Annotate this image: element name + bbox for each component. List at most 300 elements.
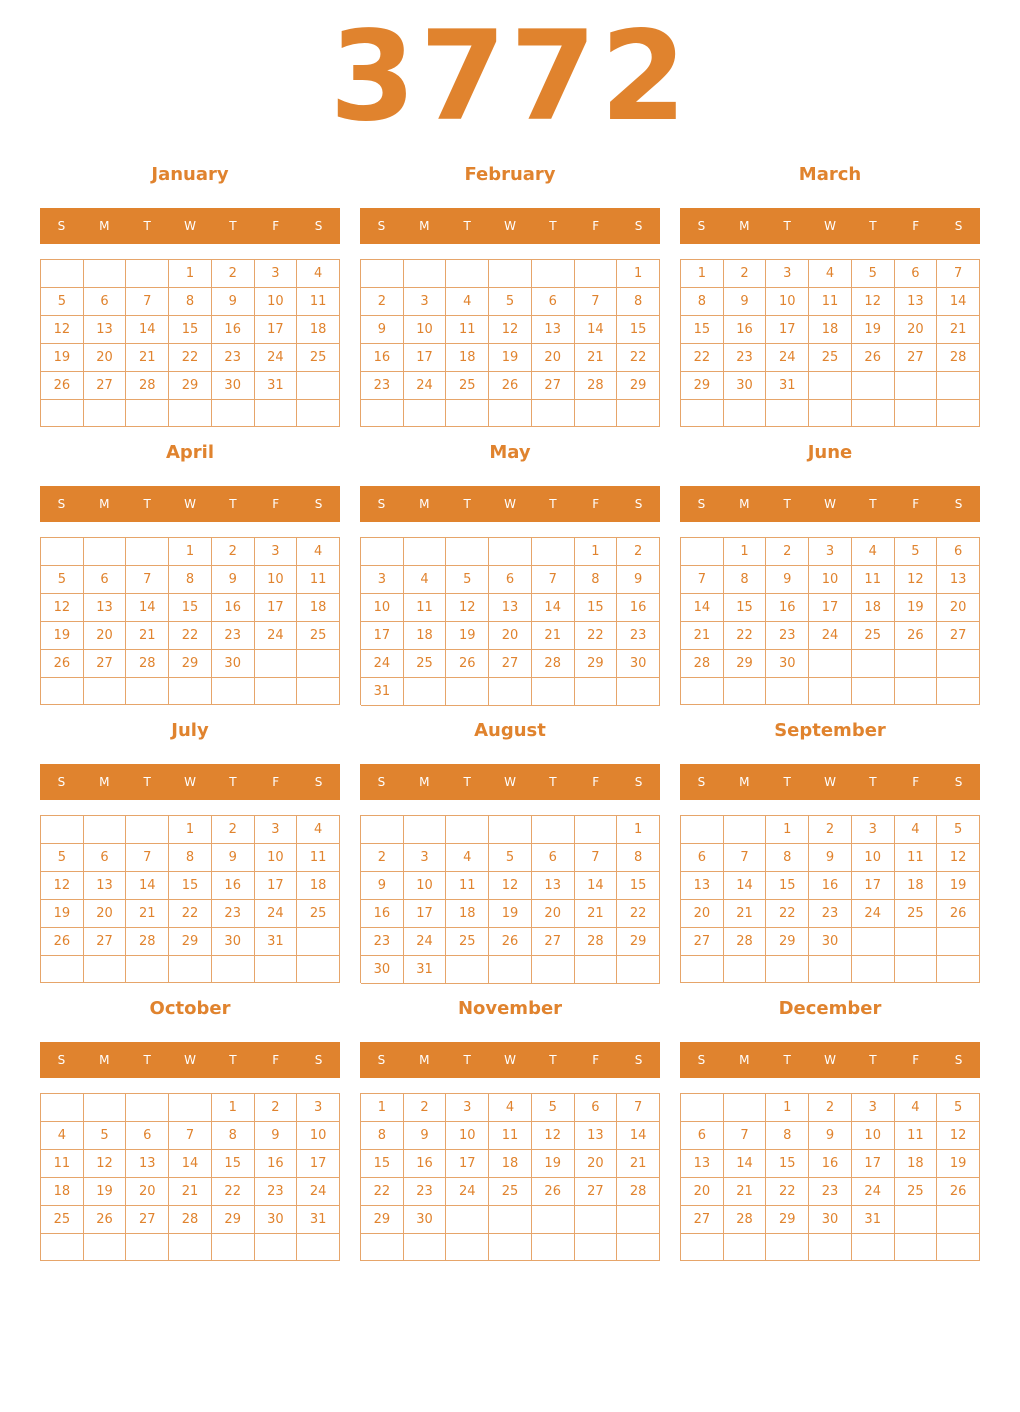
weekday-label: S xyxy=(57,219,66,233)
day-cell: 18 xyxy=(297,872,340,900)
empty-day-cell xyxy=(255,956,298,983)
empty-day-cell xyxy=(361,400,404,427)
day-cell: 28 xyxy=(575,928,618,956)
day-cell: 3 xyxy=(404,844,447,872)
day-cell: 15 xyxy=(724,594,767,622)
day-cell: 15 xyxy=(212,1150,255,1178)
empty-day-cell xyxy=(809,400,852,427)
weekday-header xyxy=(40,764,340,800)
day-cell: 9 xyxy=(212,566,255,594)
weekday-label: T xyxy=(143,775,151,789)
day-cell: 23 xyxy=(404,1178,447,1206)
day-cell: 21 xyxy=(724,1178,767,1206)
day-cell: 18 xyxy=(297,316,340,344)
month-name: July xyxy=(171,720,209,741)
day-cell: 14 xyxy=(575,872,618,900)
day-cell: 22 xyxy=(212,1178,255,1206)
day-cell: 10 xyxy=(809,566,852,594)
day-cell: 31 xyxy=(297,1206,340,1234)
weekday-label: T xyxy=(229,1053,237,1067)
day-cell: 30 xyxy=(212,650,255,678)
day-cell: 19 xyxy=(84,1178,127,1206)
day-cell: 6 xyxy=(489,566,532,594)
empty-day-cell xyxy=(681,1094,724,1122)
day-cell: 28 xyxy=(169,1206,212,1234)
day-cell: 8 xyxy=(681,288,724,316)
day-cell: 8 xyxy=(169,844,212,872)
weekday-label: S xyxy=(697,219,706,233)
day-grid xyxy=(360,1093,660,1261)
day-cell: 2 xyxy=(212,816,255,844)
day-cell: 31 xyxy=(255,928,298,956)
empty-day-cell xyxy=(84,816,127,844)
empty-day-cell xyxy=(489,956,532,984)
day-cell: 20 xyxy=(532,900,575,928)
day-cell: 1 xyxy=(169,816,212,844)
empty-day-cell xyxy=(724,1094,767,1122)
day-cell: 31 xyxy=(255,372,298,400)
day-cell: 2 xyxy=(809,1094,852,1122)
day-cell: 5 xyxy=(852,260,895,288)
day-cell: 26 xyxy=(41,372,84,400)
day-cell: 7 xyxy=(681,566,724,594)
day-cell: 23 xyxy=(212,622,255,650)
weekday-label: W xyxy=(184,497,196,511)
day-cell: 10 xyxy=(852,844,895,872)
day-cell: 22 xyxy=(766,900,809,928)
weekday-label: M xyxy=(419,775,430,789)
day-cell: 16 xyxy=(255,1150,298,1178)
day-cell: 19 xyxy=(937,1150,980,1178)
day-cell: 9 xyxy=(766,566,809,594)
month-name: January xyxy=(151,164,229,185)
day-cell: 26 xyxy=(489,928,532,956)
empty-day-cell xyxy=(852,650,895,678)
day-cell: 24 xyxy=(852,1178,895,1206)
day-cell: 5 xyxy=(84,1122,127,1150)
empty-day-cell xyxy=(361,1234,404,1261)
day-cell: 22 xyxy=(169,900,212,928)
empty-day-cell xyxy=(446,678,489,706)
day-cell: 4 xyxy=(297,260,340,288)
day-cell: 8 xyxy=(766,844,809,872)
day-cell: 17 xyxy=(766,316,809,344)
day-cell: 14 xyxy=(532,594,575,622)
day-cell: 11 xyxy=(297,566,340,594)
weekday-label: W xyxy=(504,497,516,511)
day-cell: 29 xyxy=(681,372,724,400)
empty-day-cell xyxy=(169,400,212,427)
weekday-label: S xyxy=(377,1053,386,1067)
weekday-label: T xyxy=(229,497,237,511)
day-cell: 15 xyxy=(681,316,724,344)
weekday-label: S xyxy=(377,497,386,511)
day-grid xyxy=(680,815,980,983)
day-cell: 7 xyxy=(126,844,169,872)
day-cell: 21 xyxy=(724,900,767,928)
day-cell: 15 xyxy=(617,316,660,344)
weekday-label: T xyxy=(783,1053,791,1067)
day-cell: 9 xyxy=(809,844,852,872)
weekday-label: T xyxy=(463,775,471,789)
day-cell: 13 xyxy=(532,316,575,344)
day-cell: 3 xyxy=(297,1094,340,1122)
day-cell: 18 xyxy=(41,1178,84,1206)
empty-day-cell xyxy=(84,538,127,566)
day-cell: 16 xyxy=(212,594,255,622)
weekday-label: M xyxy=(99,775,110,789)
weekday-label: T xyxy=(869,219,877,233)
day-cell: 21 xyxy=(532,622,575,650)
day-cell: 12 xyxy=(446,594,489,622)
day-cell: 2 xyxy=(212,260,255,288)
day-cell: 29 xyxy=(169,372,212,400)
weekday-label: S xyxy=(697,497,706,511)
empty-day-cell xyxy=(617,400,660,427)
day-cell: 13 xyxy=(84,316,127,344)
day-cell: 30 xyxy=(212,372,255,400)
day-cell: 18 xyxy=(809,316,852,344)
empty-day-cell xyxy=(575,956,618,984)
empty-day-cell xyxy=(489,538,532,566)
empty-day-cell xyxy=(617,678,660,706)
empty-day-cell xyxy=(895,1206,938,1234)
empty-day-cell xyxy=(852,1234,895,1261)
weekday-label: W xyxy=(824,497,836,511)
day-cell: 14 xyxy=(724,1150,767,1178)
day-cell: 23 xyxy=(617,622,660,650)
day-cell: 1 xyxy=(681,260,724,288)
day-cell: 5 xyxy=(446,566,489,594)
empty-day-cell xyxy=(84,678,127,705)
empty-day-cell xyxy=(617,1206,660,1234)
day-cell: 7 xyxy=(169,1122,212,1150)
day-cell: 30 xyxy=(617,650,660,678)
empty-day-cell xyxy=(297,650,340,678)
day-cell: 22 xyxy=(169,622,212,650)
empty-day-cell xyxy=(489,400,532,427)
month-name: May xyxy=(489,442,531,463)
weekday-header xyxy=(680,764,980,800)
day-cell: 19 xyxy=(895,594,938,622)
day-cell: 5 xyxy=(532,1094,575,1122)
empty-day-cell xyxy=(361,816,404,844)
day-cell: 3 xyxy=(255,260,298,288)
day-cell: 10 xyxy=(446,1122,489,1150)
day-cell: 22 xyxy=(617,900,660,928)
weekday-label: F xyxy=(912,497,920,511)
day-cell: 20 xyxy=(575,1150,618,1178)
empty-day-cell xyxy=(617,1234,660,1261)
weekday-label: W xyxy=(824,775,836,789)
day-cell: 17 xyxy=(404,900,447,928)
empty-day-cell xyxy=(766,678,809,705)
day-cell: 29 xyxy=(361,1206,404,1234)
empty-day-cell xyxy=(766,956,809,983)
day-cell: 10 xyxy=(297,1122,340,1150)
day-cell: 15 xyxy=(361,1150,404,1178)
day-cell: 27 xyxy=(532,372,575,400)
day-cell: 11 xyxy=(489,1122,532,1150)
weekday-label: T xyxy=(143,1053,151,1067)
empty-day-cell xyxy=(895,400,938,427)
day-cell: 26 xyxy=(937,1178,980,1206)
day-cell: 12 xyxy=(41,872,84,900)
empty-day-cell xyxy=(809,678,852,705)
day-cell: 4 xyxy=(446,288,489,316)
empty-day-cell xyxy=(297,400,340,427)
day-cell: 1 xyxy=(169,260,212,288)
day-cell: 20 xyxy=(84,344,127,372)
weekday-label: W xyxy=(824,1053,836,1067)
empty-day-cell xyxy=(852,400,895,427)
day-cell: 29 xyxy=(766,1206,809,1234)
empty-day-cell xyxy=(852,678,895,705)
day-cell: 13 xyxy=(84,872,127,900)
day-cell: 16 xyxy=(809,872,852,900)
day-grid xyxy=(680,259,980,427)
weekday-label: T xyxy=(783,775,791,789)
day-cell: 14 xyxy=(617,1122,660,1150)
day-cell: 18 xyxy=(404,622,447,650)
weekday-label: T xyxy=(143,497,151,511)
day-cell: 24 xyxy=(297,1178,340,1206)
day-cell: 7 xyxy=(575,288,618,316)
empty-day-cell xyxy=(489,260,532,288)
day-cell: 28 xyxy=(724,1206,767,1234)
day-cell: 15 xyxy=(169,594,212,622)
day-cell: 21 xyxy=(126,344,169,372)
empty-day-cell xyxy=(404,260,447,288)
day-cell: 23 xyxy=(212,900,255,928)
day-cell: 21 xyxy=(126,622,169,650)
day-cell: 2 xyxy=(766,538,809,566)
weekday-label: S xyxy=(954,219,963,233)
day-cell: 17 xyxy=(255,594,298,622)
day-cell: 27 xyxy=(532,928,575,956)
empty-day-cell xyxy=(724,956,767,983)
weekday-label: S xyxy=(697,775,706,789)
day-cell: 21 xyxy=(681,622,724,650)
day-cell: 8 xyxy=(212,1122,255,1150)
empty-day-cell xyxy=(212,400,255,427)
day-cell: 28 xyxy=(724,928,767,956)
day-cell: 29 xyxy=(212,1206,255,1234)
day-cell: 5 xyxy=(895,538,938,566)
day-cell: 11 xyxy=(895,844,938,872)
day-grid xyxy=(40,1093,340,1261)
empty-day-cell xyxy=(41,1234,84,1261)
day-cell: 15 xyxy=(169,872,212,900)
empty-day-cell xyxy=(169,1094,212,1122)
day-cell: 30 xyxy=(404,1206,447,1234)
day-cell: 8 xyxy=(617,288,660,316)
day-cell: 14 xyxy=(126,594,169,622)
day-cell: 14 xyxy=(169,1150,212,1178)
day-cell: 29 xyxy=(169,928,212,956)
day-cell: 19 xyxy=(41,622,84,650)
weekday-label: T xyxy=(229,219,237,233)
empty-day-cell xyxy=(212,1234,255,1261)
weekday-label: M xyxy=(99,1053,110,1067)
day-cell: 2 xyxy=(361,288,404,316)
empty-day-cell xyxy=(126,1094,169,1122)
day-cell: 22 xyxy=(169,344,212,372)
day-cell: 15 xyxy=(766,1150,809,1178)
day-cell: 16 xyxy=(212,872,255,900)
day-cell: 17 xyxy=(446,1150,489,1178)
day-cell: 27 xyxy=(895,344,938,372)
day-cell: 30 xyxy=(809,1206,852,1234)
empty-day-cell xyxy=(724,1234,767,1261)
weekday-label: M xyxy=(99,497,110,511)
day-cell: 26 xyxy=(41,650,84,678)
empty-day-cell xyxy=(532,400,575,427)
day-cell: 20 xyxy=(84,900,127,928)
day-cell: 31 xyxy=(361,678,404,706)
day-grid xyxy=(40,815,340,983)
empty-day-cell xyxy=(937,678,980,705)
weekday-label: S xyxy=(314,775,323,789)
empty-day-cell xyxy=(404,538,447,566)
day-cell: 15 xyxy=(766,872,809,900)
day-cell: 12 xyxy=(532,1122,575,1150)
weekday-header xyxy=(40,208,340,244)
empty-day-cell xyxy=(446,816,489,844)
day-cell: 3 xyxy=(766,260,809,288)
day-cell: 9 xyxy=(724,288,767,316)
day-cell: 12 xyxy=(84,1150,127,1178)
weekday-label: F xyxy=(592,1053,600,1067)
empty-day-cell xyxy=(297,956,340,983)
day-cell: 14 xyxy=(937,288,980,316)
day-cell: 6 xyxy=(895,260,938,288)
year-title: 3772 xyxy=(329,5,691,149)
empty-day-cell xyxy=(126,400,169,427)
empty-day-cell xyxy=(937,928,980,956)
empty-day-cell xyxy=(404,1234,447,1261)
day-cell: 27 xyxy=(84,928,127,956)
empty-day-cell xyxy=(575,678,618,706)
weekday-label: F xyxy=(912,775,920,789)
day-cell: 5 xyxy=(937,816,980,844)
empty-day-cell xyxy=(724,400,767,427)
weekday-header xyxy=(680,208,980,244)
empty-day-cell xyxy=(766,400,809,427)
empty-day-cell xyxy=(681,1234,724,1261)
day-cell: 7 xyxy=(724,844,767,872)
empty-day-cell xyxy=(575,260,618,288)
empty-day-cell xyxy=(41,400,84,427)
weekday-label: M xyxy=(739,1053,750,1067)
day-cell: 19 xyxy=(41,900,84,928)
weekday-label: S xyxy=(634,775,643,789)
empty-day-cell xyxy=(724,816,767,844)
weekday-label: S xyxy=(634,1053,643,1067)
day-cell: 10 xyxy=(255,288,298,316)
day-cell: 10 xyxy=(255,844,298,872)
day-cell: 3 xyxy=(361,566,404,594)
day-cell: 21 xyxy=(937,316,980,344)
day-cell: 27 xyxy=(84,372,127,400)
day-cell: 11 xyxy=(41,1150,84,1178)
weekday-label: S xyxy=(697,1053,706,1067)
day-cell: 17 xyxy=(852,872,895,900)
weekday-label: M xyxy=(99,219,110,233)
month-name: November xyxy=(457,998,563,1019)
day-cell: 2 xyxy=(617,538,660,566)
day-cell: 16 xyxy=(766,594,809,622)
weekday-label: T xyxy=(549,497,557,511)
day-cell: 11 xyxy=(446,316,489,344)
empty-day-cell xyxy=(937,372,980,400)
day-cell: 10 xyxy=(852,1122,895,1150)
day-cell: 27 xyxy=(937,622,980,650)
day-cell: 15 xyxy=(617,872,660,900)
empty-day-cell xyxy=(169,1234,212,1261)
day-cell: 11 xyxy=(809,288,852,316)
day-cell: 18 xyxy=(895,1150,938,1178)
day-cell: 8 xyxy=(361,1122,404,1150)
day-cell: 26 xyxy=(937,900,980,928)
weekday-label: T xyxy=(783,219,791,233)
day-cell: 28 xyxy=(532,650,575,678)
empty-day-cell xyxy=(937,650,980,678)
empty-day-cell xyxy=(446,538,489,566)
day-cell: 9 xyxy=(404,1122,447,1150)
day-cell: 24 xyxy=(404,372,447,400)
day-cell: 27 xyxy=(84,650,127,678)
month-name: December xyxy=(778,998,882,1019)
weekday-header xyxy=(360,208,660,244)
day-cell: 24 xyxy=(404,928,447,956)
weekday-label: S xyxy=(377,219,386,233)
weekday-label: F xyxy=(272,219,280,233)
day-cell: 25 xyxy=(297,344,340,372)
weekday-label: T xyxy=(549,219,557,233)
day-cell: 30 xyxy=(212,928,255,956)
empty-day-cell xyxy=(937,400,980,427)
day-cell: 26 xyxy=(852,344,895,372)
day-cell: 21 xyxy=(617,1150,660,1178)
day-cell: 9 xyxy=(617,566,660,594)
day-cell: 17 xyxy=(297,1150,340,1178)
day-cell: 23 xyxy=(809,1178,852,1206)
day-cell: 3 xyxy=(809,538,852,566)
day-cell: 29 xyxy=(617,928,660,956)
day-cell: 19 xyxy=(532,1150,575,1178)
empty-day-cell xyxy=(852,372,895,400)
day-cell: 22 xyxy=(766,1178,809,1206)
day-cell: 10 xyxy=(766,288,809,316)
day-cell: 9 xyxy=(212,288,255,316)
day-cell: 2 xyxy=(404,1094,447,1122)
day-cell: 9 xyxy=(809,1122,852,1150)
weekday-label: W xyxy=(504,219,516,233)
weekday-label: T xyxy=(549,1053,557,1067)
empty-day-cell xyxy=(575,1206,618,1234)
empty-day-cell xyxy=(84,400,127,427)
day-cell: 6 xyxy=(681,844,724,872)
day-cell: 27 xyxy=(489,650,532,678)
day-cell: 18 xyxy=(895,872,938,900)
day-cell: 1 xyxy=(766,1094,809,1122)
day-cell: 8 xyxy=(617,844,660,872)
empty-day-cell xyxy=(575,816,618,844)
empty-day-cell xyxy=(852,956,895,983)
day-cell: 30 xyxy=(809,928,852,956)
day-cell: 24 xyxy=(255,900,298,928)
